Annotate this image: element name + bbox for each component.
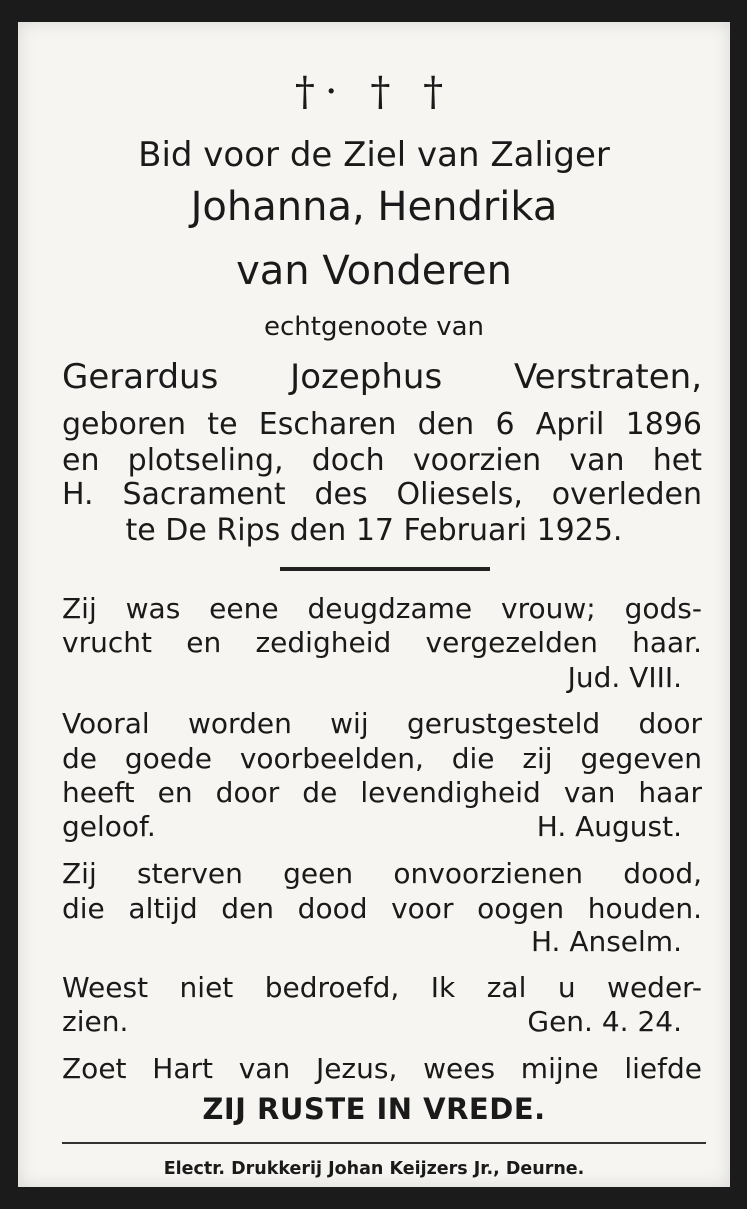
quote1-line-2: vrucht en zedigheid vergezelden haar. [62,626,702,659]
crosses-heading: †· † † [294,69,454,115]
quote4-line-1: Weest niet bedroefd, Ik zal u weder- [62,971,702,1004]
memorial-card [18,22,730,1187]
divider [280,567,490,571]
quote2-line-2: de goede voorbeelden, die zij gegeven [62,742,702,775]
printer-credit: Electr. Drukkerij Johan Keijzers Jr., Deurne. [163,1159,585,1179]
spouse-intro: echtgenoote van [263,312,484,342]
sacred-heart-prayer: Zoet Hart van Jezus, wees mijne liefde [62,1052,702,1085]
prayer-heading: Bid voor de Ziel van Zaliger [138,135,610,175]
deceased-surname: van Vonderen [236,248,512,294]
deceased-first-names: Johanna, Hendrika [190,184,558,230]
quote3-reference: H. Anselm. [530,925,682,958]
quote2-line-4: geloof. [62,810,156,843]
bio-line-2: en plotseling, doch voorzien van het [62,443,702,478]
bio-line-3: H. Sacrament des Oliesels, overleden [62,477,702,512]
quote4-line-2: zien. [62,1005,129,1038]
quote2-line-3: heeft en door de levendigheid van haar [62,776,702,809]
quote2-reference: H. August. [536,810,682,843]
quote1-reference: Jud. VIII. [567,661,682,694]
quote4-reference: Gen. 4. 24. [527,1005,682,1038]
bio-line-1: geboren te Escharen den 6 April 1896 [62,407,702,442]
quote2-line-1: Vooral worden wij gerustgesteld door [62,707,702,740]
spouse-name: Gerardus Jozephus Verstraten, [62,357,702,397]
quote3-line-2: die altijd den dood voor oogen houden. [62,892,702,925]
footer-rule [62,1142,706,1144]
bio-line-4: te De Rips den 17 Februari 1925. [125,513,623,548]
quote1-line-1: Zij was eene deugdzame vrouw; gods- [62,592,702,625]
rest-in-peace: ZIJ RUSTE IN VREDE. [202,1092,546,1126]
quote3-line-1: Zij sterven geen onvoorzienen dood, [62,857,702,890]
